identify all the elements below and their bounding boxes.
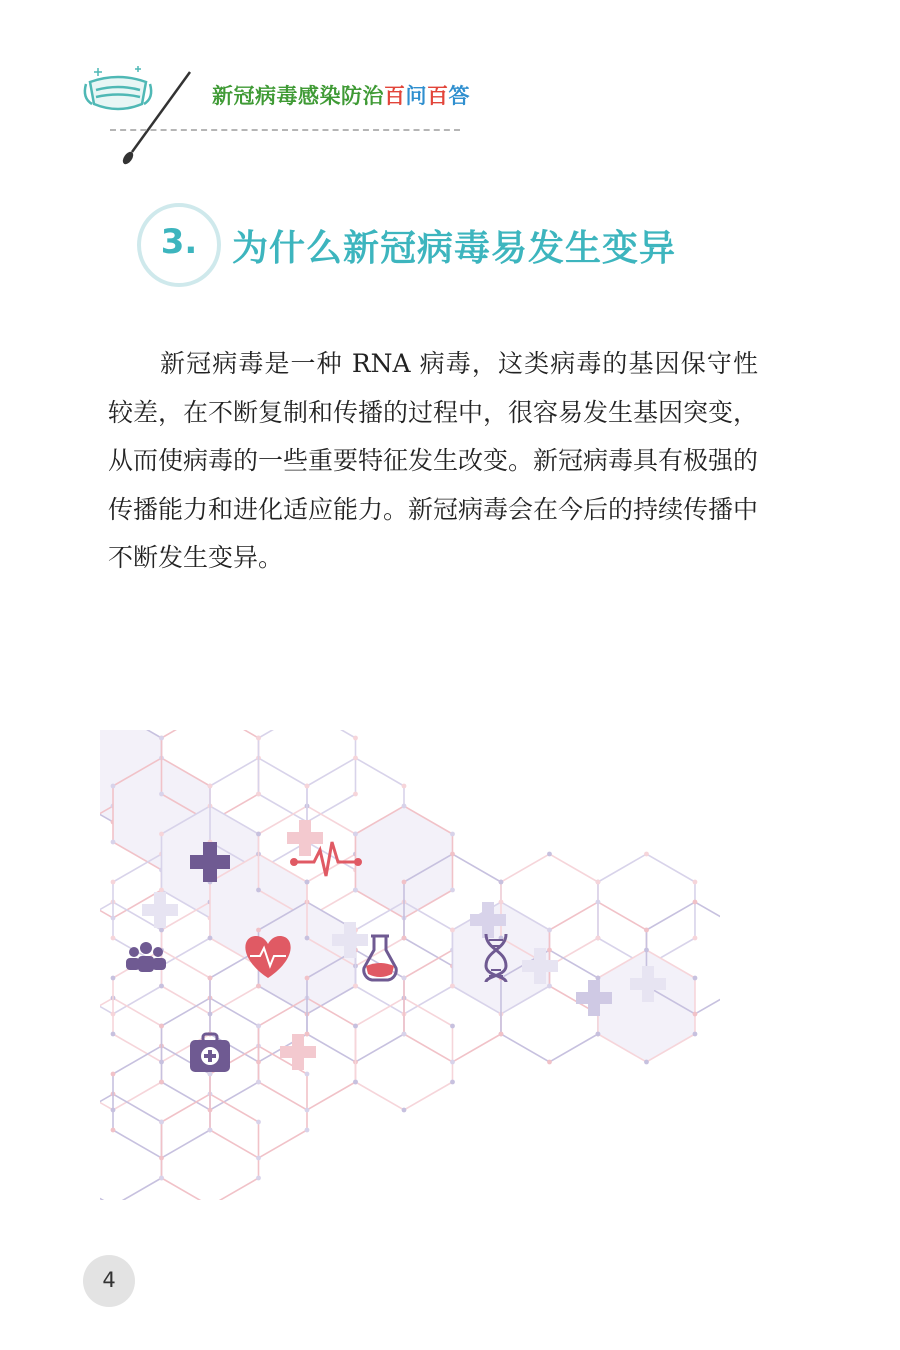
hexagon-node	[111, 1072, 116, 1077]
hexagon-node	[256, 928, 261, 933]
hexagon-node	[208, 784, 213, 789]
answer-paragraph: 新冠病毒是一种 RNA 病毒，这类病毒的基因保守性较差，在不断复制和传播的过程中，很容易发生基因突变，从而使病毒的一些重要特征发生改变。新冠病毒具有极强的传播能力和进化适应能力。新冠病毒会在今后的持续传播中不断发生变异。	[108, 349, 759, 572]
hexagon-node	[450, 984, 455, 989]
hexagon-node	[111, 784, 116, 789]
hexagon-node	[693, 880, 698, 885]
hexagon-node	[256, 1156, 261, 1161]
book-title-part: 答	[448, 84, 470, 108]
flask-icon	[364, 936, 396, 980]
page-number: 4	[102, 1268, 116, 1292]
hexagon-node	[450, 1024, 455, 1029]
hexagon-node	[256, 832, 261, 837]
hexagon-outline	[100, 1094, 162, 1200]
medical-hexagon-illustration	[100, 730, 720, 1200]
hexagon-node	[596, 976, 601, 981]
hexagon-node	[547, 984, 552, 989]
hexagon-node	[450, 1080, 455, 1085]
question-number: 3.	[160, 222, 198, 262]
hexagon-node	[256, 984, 261, 989]
hexagon-node	[693, 976, 698, 981]
hexagon-node	[644, 1060, 649, 1065]
hexagon-node	[256, 1176, 261, 1181]
hexagon-node	[159, 792, 164, 797]
header-divider	[110, 129, 460, 131]
hexagon-node	[256, 888, 261, 893]
hexagon-node	[450, 852, 455, 857]
hexagon-node	[402, 784, 407, 789]
hexagon-node	[305, 1072, 310, 1077]
hexagon-node	[208, 1128, 213, 1133]
hexagon-node	[256, 792, 261, 797]
hexagon-node	[353, 984, 358, 989]
book-title	[212, 80, 470, 110]
people-group-icon	[126, 942, 166, 972]
hexagon-node	[159, 888, 164, 893]
hexagon-node	[111, 880, 116, 885]
hexagon-node	[402, 804, 407, 809]
hexagon-node	[402, 976, 407, 981]
swab-icon	[110, 66, 200, 166]
hexagon-node	[693, 1012, 698, 1017]
hexagon-node	[353, 736, 358, 741]
hexagon-node	[693, 900, 698, 905]
hexagon-node	[208, 976, 213, 981]
hexagon-node	[159, 1080, 164, 1085]
hexagon-node	[111, 976, 116, 981]
hexagon-node	[111, 936, 116, 941]
cross-shape	[280, 1034, 316, 1070]
hexagon-node	[208, 936, 213, 941]
hexagon-node	[353, 792, 358, 797]
hexagon-node	[159, 1176, 164, 1181]
hexagon-node	[159, 928, 164, 933]
hexagon-node	[305, 1128, 310, 1133]
hexagon-node	[547, 1060, 552, 1065]
hexagon-node	[159, 736, 164, 741]
hexagon-node	[450, 1060, 455, 1065]
hexagon-node	[450, 832, 455, 837]
hexagon-node	[305, 784, 310, 789]
hexagon-node	[596, 936, 601, 941]
hexagon-node	[644, 928, 649, 933]
question-title: 为什么新冠病毒易发生变异	[232, 228, 677, 269]
book-title-part: 新冠病毒感染防治	[212, 84, 384, 108]
hexagon-node	[159, 1024, 164, 1029]
hexagon-node	[159, 1120, 164, 1125]
book-title-part: 问	[405, 84, 427, 108]
hexagon-node	[208, 1072, 213, 1077]
hexagon-node	[402, 1032, 407, 1037]
hexagon-node	[596, 1032, 601, 1037]
hexagon-node	[159, 984, 164, 989]
hexagon-node	[305, 976, 310, 981]
hexagon-node	[353, 1080, 358, 1085]
hexagon-node	[353, 1024, 358, 1029]
hexagon-node	[305, 1108, 310, 1113]
hexagon-node	[644, 852, 649, 857]
hexagon-node	[256, 1024, 261, 1029]
hexagon-node	[402, 880, 407, 885]
hexagon-node	[547, 928, 552, 933]
hexagon-node	[353, 832, 358, 837]
hexagon-node	[159, 832, 164, 837]
hexagon-node	[111, 840, 116, 845]
hexagon-node	[499, 880, 504, 885]
hexagon-node	[111, 1032, 116, 1037]
hexagon-node	[450, 928, 455, 933]
hexagon-node	[353, 888, 358, 893]
hexagon-node	[353, 756, 358, 761]
hexagon-node	[305, 880, 310, 885]
hexagon-node	[256, 1080, 261, 1085]
hexagon-node	[693, 936, 698, 941]
hexagon-node	[305, 1032, 310, 1037]
hexagon-outline	[100, 998, 162, 1110]
hexagon-node	[596, 880, 601, 885]
hexagon-node	[402, 936, 407, 941]
hexagon-node	[547, 852, 552, 857]
hexagon-node	[256, 736, 261, 741]
hexagon-node	[693, 1032, 698, 1037]
hexagon-node	[499, 1032, 504, 1037]
hexagon-node	[402, 1108, 407, 1113]
book-title-part: 百	[427, 84, 449, 108]
first-aid-kit-icon	[190, 1034, 230, 1072]
hexagon-node	[256, 1120, 261, 1125]
book-title-part: 百	[384, 84, 406, 108]
hexagon-node	[305, 936, 310, 941]
hexagon-network	[100, 730, 720, 1200]
hexagon-node	[111, 1128, 116, 1133]
hexagon-node	[450, 888, 455, 893]
